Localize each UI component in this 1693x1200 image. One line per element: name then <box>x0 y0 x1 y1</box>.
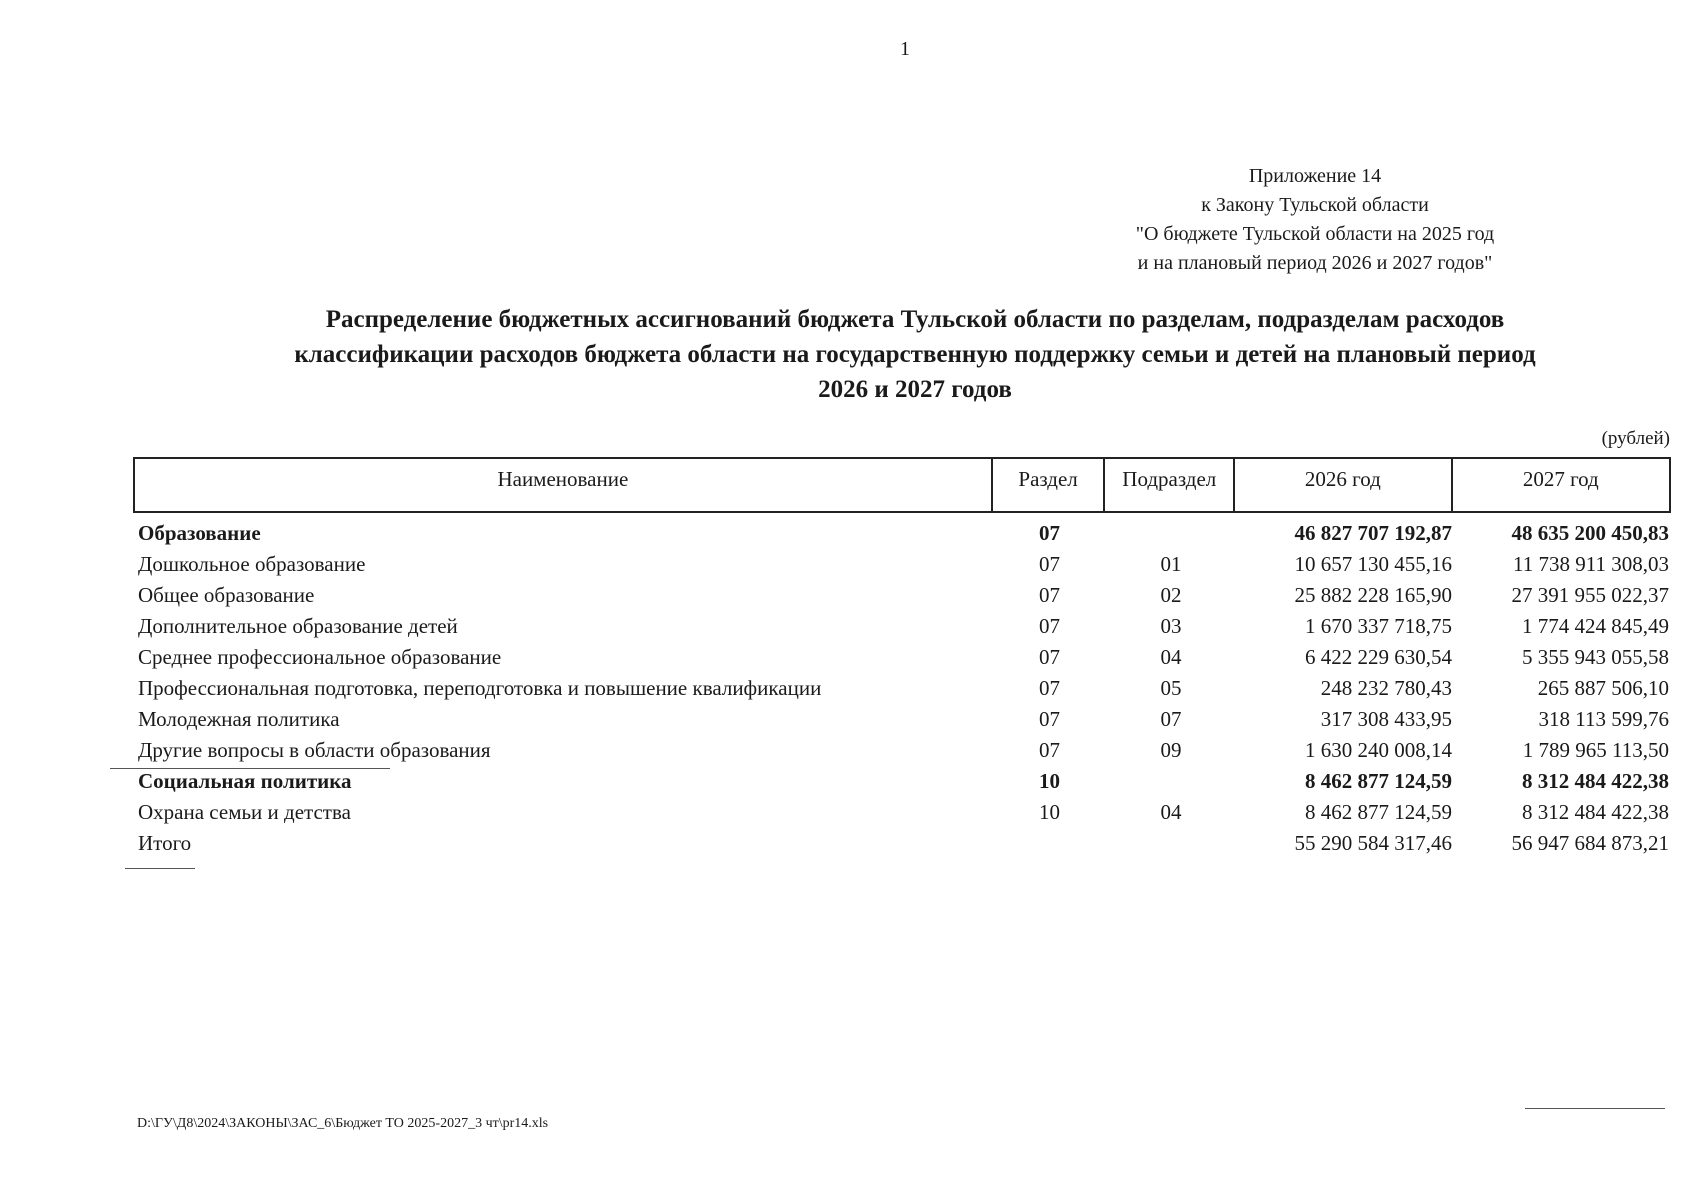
title-line: 2026 и 2027 годов <box>818 376 1012 403</box>
row-name: Профессиональная подготовка, переподготовка и повышение квалификации <box>138 676 822 700</box>
appendix-line: и на плановый период 2026 и 2027 годов" <box>1137 252 1493 274</box>
row-razdel <box>993 828 1106 859</box>
appendix-line: к Закону Тульской области <box>1201 194 1429 216</box>
row-razdel: 07 <box>1039 552 1060 576</box>
scan-mark <box>1525 1108 1665 1109</box>
row-razdel: 07 <box>1039 738 1060 762</box>
row-value-2026: 6 422 229 630,54 <box>1305 645 1452 669</box>
row-value-2027: 1 789 965 113,50 <box>1522 738 1669 762</box>
row-value-2027: 48 635 200 450,83 <box>1511 521 1669 545</box>
row-value-2026: 317 308 433,95 <box>1320 707 1452 731</box>
row-razdel: 07 <box>1039 676 1060 700</box>
table-row <box>133 611 1671 642</box>
units-label: (рублей) <box>1601 428 1670 449</box>
table-body <box>133 518 1671 859</box>
table-row <box>133 549 1671 580</box>
row-value-2026: 248 232 780,43 <box>1320 676 1452 700</box>
row-razdel: 07 <box>1039 583 1060 607</box>
row-podrazdel: 04 <box>1160 800 1182 824</box>
row-podrazdel: 01 <box>1160 552 1182 576</box>
row-value-2027: 8 312 484 422,38 <box>1522 769 1669 793</box>
page-number: 1 <box>900 38 910 60</box>
row-value-2027: 318 113 599,76 <box>1538 707 1669 731</box>
row-podrazdel: 04 <box>1160 645 1182 669</box>
header-razdel: Раздел <box>993 459 1106 511</box>
table-row <box>133 797 1671 828</box>
row-value-2026: 8 462 877 124,59 <box>1305 800 1452 824</box>
row-value-2026: 1 670 337 718,75 <box>1305 614 1452 638</box>
row-value-2026: 25 882 228 165,90 <box>1294 583 1452 607</box>
appendix-line: Приложение 14 <box>1248 165 1382 187</box>
row-value-2026: 46 827 707 192,87 <box>1294 521 1452 545</box>
row-podrazdel <box>1106 828 1236 859</box>
row-name: Молодежная политика <box>138 707 340 731</box>
row-name: Дополнительное образование детей <box>138 614 458 638</box>
row-name: Охрана семьи и детства <box>138 800 351 824</box>
row-podrazdel <box>1106 518 1236 549</box>
row-value-2026: 8 462 877 124,59 <box>1305 769 1452 793</box>
table-row <box>133 766 1671 797</box>
row-value-2027: 56 947 684 873,21 <box>1511 831 1669 855</box>
row-podrazdel <box>1106 766 1236 797</box>
row-razdel: 07 <box>1039 521 1060 545</box>
row-value-2027: 265 887 506,10 <box>1537 676 1669 700</box>
row-podrazdel: 03 <box>1160 614 1182 638</box>
row-name: Другие вопросы в области образования <box>138 738 491 762</box>
row-name: Дошкольное образование <box>138 552 366 576</box>
row-podrazdel: 07 <box>1160 707 1182 731</box>
table-row <box>133 580 1671 611</box>
row-razdel: 07 <box>1039 614 1060 638</box>
row-value-2027: 1 774 424 845,49 <box>1522 614 1669 638</box>
row-razdel: 10 <box>1039 769 1060 793</box>
table-header <box>133 457 1671 513</box>
appendix-note <box>1100 162 1530 278</box>
row-value-2027: 11 738 911 308,03 <box>1513 552 1669 576</box>
row-value-2026: 55 290 584 317,46 <box>1294 831 1452 855</box>
table-row <box>133 828 1671 859</box>
row-podrazdel: 09 <box>1160 738 1182 762</box>
table-row <box>133 518 1671 549</box>
scan-mark <box>110 768 390 769</box>
appendix-line: "О бюджете Тульской области на 2025 год <box>1135 223 1495 245</box>
row-name: Общее образование <box>138 583 315 607</box>
document-title <box>130 302 1693 407</box>
row-name: Социальная политика <box>138 769 352 793</box>
row-name: Среднее профессиональное образование <box>138 645 502 669</box>
header-year-2027: 2027 год <box>1522 467 1599 491</box>
row-razdel: 07 <box>1039 645 1060 669</box>
row-razdel: 10 <box>1039 800 1060 824</box>
scan-mark <box>125 868 195 869</box>
title-line: Распределение бюджетных ассигнований бюджета Тульской области по разделам, подразделам расходов <box>325 306 1505 333</box>
row-value-2026: 1 630 240 008,14 <box>1305 738 1452 762</box>
title-line: классификации расходов бюджета области на государственную поддержку семьи и детей на плановый период <box>294 341 1536 368</box>
file-path: D:\ГУ\Д8\2024\ЗАКОНЫ\ЗАС_6\Бюджет ТО 2025-2027_3 чт\pr14.xls <box>137 1116 549 1131</box>
row-razdel: 07 <box>1039 707 1060 731</box>
row-podrazdel: 05 <box>1160 676 1182 700</box>
table-row <box>133 642 1671 673</box>
header-name: Наименование <box>135 459 993 511</box>
row-value-2027: 27 391 955 022,37 <box>1511 583 1669 607</box>
table-row <box>133 704 1671 735</box>
row-value-2027: 8 312 484 422,38 <box>1522 800 1669 824</box>
row-value-2027: 5 355 943 055,58 <box>1522 645 1669 669</box>
row-name: Образование <box>138 521 261 545</box>
row-value-2026: 10 657 130 455,16 <box>1294 552 1452 576</box>
table-row <box>133 673 1671 704</box>
header-year-2026: 2026 год <box>1235 459 1452 511</box>
table-row <box>133 735 1671 766</box>
header-podrazdel: Подраздел <box>1105 459 1235 511</box>
row-name: Итого <box>138 831 192 855</box>
row-podrazdel: 02 <box>1160 583 1182 607</box>
